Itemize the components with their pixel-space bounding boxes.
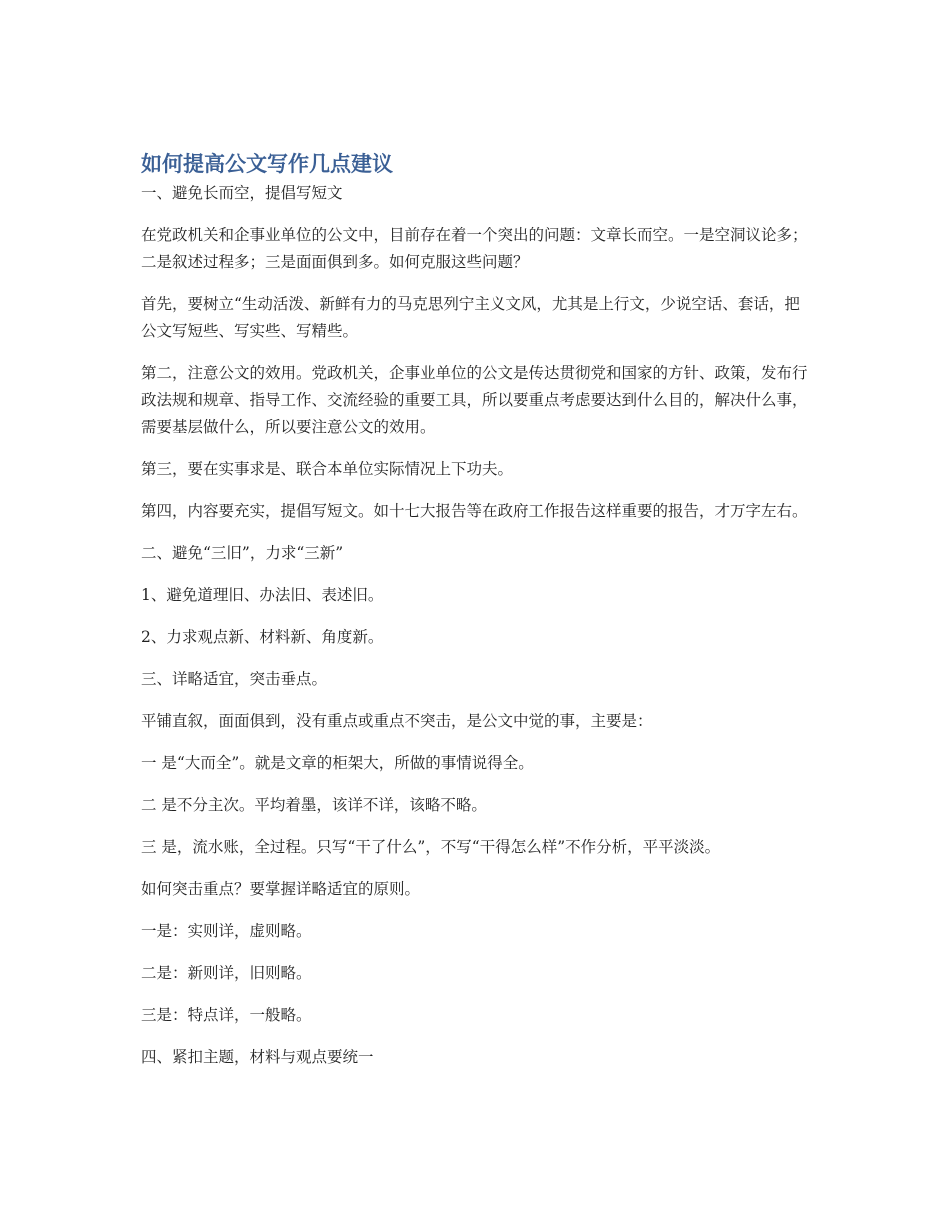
list-item: 1、避免道理旧、办法旧、表述旧。 xyxy=(141,586,384,604)
list-item: 三 是，流水账，全过程。只写“干了什么”，不写“干得怎么样”不作分析，平平淡淡。 xyxy=(141,838,721,856)
document-page xyxy=(141,150,811,1086)
section-heading-1: 一、避免长而空，提倡写短文 xyxy=(141,184,343,202)
list-item: 二是：新则详，旧则略。 xyxy=(141,964,312,982)
list-item: 2、力求观点新、材料新、角度新。 xyxy=(141,628,384,646)
section-heading-4: 四、紧扣主题，材料与观点要统一 xyxy=(141,1048,374,1066)
section-heading-2: 二、避免“三旧”，力求“三新” xyxy=(141,544,344,562)
paragraph: 在党政机关和企事业单位的公文中，目前存在着一个突出的问题：文章长而空。一是空洞议论多；二是叙述过程多；三是面面俱到多。如何克服这些问题？ xyxy=(141,226,808,271)
paragraph: 平铺直叙，面面俱到，没有重点或重点不突击，是公文中觉的事，主要是： xyxy=(141,712,653,730)
paragraph: 第四，内容要充实，提倡写短文。如十七大报告等在政府工作报告这样重要的报告，才万字左右。 xyxy=(141,502,808,520)
paragraph: 首先，要树立“生动活泼、新鲜有力的马克思列宁主义文风，尤其是上行文，少说空话、套话，把公文写短些、写实些、写精些。 xyxy=(141,295,800,340)
section-heading-3: 三、详略适宜，突击垂点。 xyxy=(141,670,328,688)
list-item: 三是：特点详，一般略。 xyxy=(141,1006,312,1024)
list-item: 二 是不分主次。平均着墨，该详不详，该略不略。 xyxy=(141,796,487,814)
paragraph: 如何突击重点？要掌握详略适宜的原则。 xyxy=(141,880,421,898)
document-title: 如何提高公文写作几点建议 xyxy=(141,152,393,176)
paragraph: 第三，要在实事求是、联合本单位实际情况上下功夫。 xyxy=(141,460,514,478)
list-item: 一 是“大而全”。就是文章的柜架大，所做的事情说得全。 xyxy=(141,754,534,772)
list-item: 一是：实则详，虚则略。 xyxy=(141,922,312,940)
paragraph: 第二，注意公文的效用。党政机关，企事业单位的公文是传达贯彻党和国家的方针、政策，发布行政法规和规章、指导工作、交流经验的重要工具，所以要重点考虑要达到什么目的，解决什么事，需要基层做什么，所以要注意公文的效用。 xyxy=(141,364,808,436)
